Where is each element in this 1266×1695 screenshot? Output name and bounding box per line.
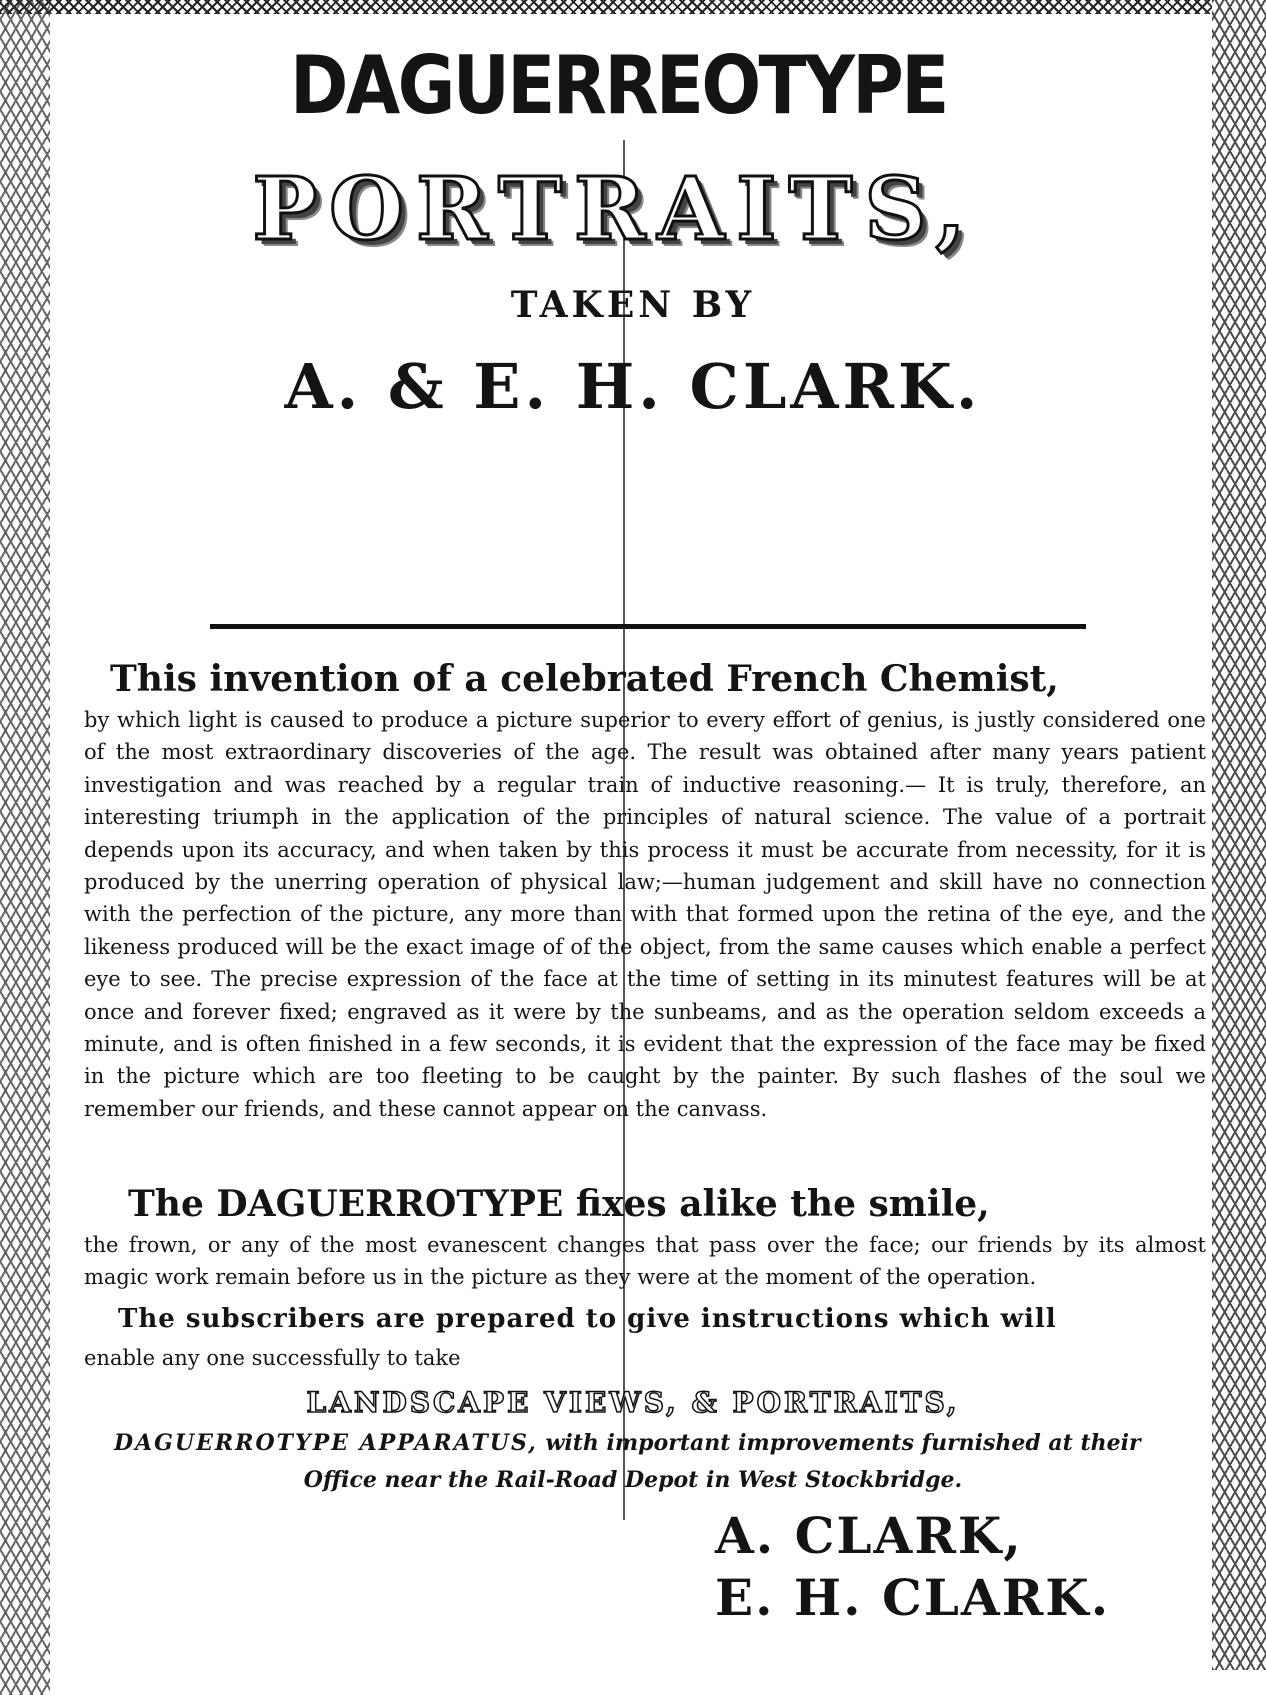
section-2-lead-suffix: fixes alike the smile, — [575, 1183, 990, 1225]
section-1-body: by which light is caused to produce a picture superior to every effort of genius, is justly considered one of the most extraordinary discoveries of the age. The result was obtained after many years patient investigation and was reached by a regular train of inductive reasoning.— It is truly, therefore, an interesting triumph in the application of the principles of natural science. The value of a portrait depends upon its accuracy, and when taken by this process it must be accurate from necessity, for it is produced by the unerring operation of physical law;—human judgement and skill have no connection with the perfection of the picture, any more than with that formed upon the retina of the eye, and the likeness produced will be the exact image of of the object, from the same causes which enable a perfect eye to see. The precise expression of the face at the time of setting in its minutest features will be at once and forever fixed; engraved as it were by the sunbeams, and as the operation seldom exceeds a minute, and is often finished in a few seconds, it is evident that the expression of the face may be fixed in the picture which are too fleeting to be caught by the painter. By such flashes of the soul we remember our friends, and these cannot appear on the canvass. — [84, 708, 1206, 1121]
title-portraits: PORTRAITS, — [252, 159, 978, 260]
section-2-body: the frown, or any of the most evanescent changes that pass over the face; our friends by its almost magic work remain before us in the picture as they were at the moment of the operation. — [84, 1233, 1206, 1289]
ornamental-border-left — [0, 0, 50, 1695]
section-3-line: enable any one successfully to take — [84, 1346, 461, 1370]
landscape-views-heading: LANDSCAPE VIEWS, & PORTRAITS, — [306, 1386, 960, 1419]
makers-name: A. & E. H. CLARK. — [284, 350, 982, 423]
title-daguerreotype: DAGUERREOTYPE — [290, 39, 947, 132]
section-1-lead: This invention of a celebrated French Chemist, — [110, 658, 1059, 700]
section-2-lead — [128, 1183, 1228, 1225]
section-2-lead-prefix: The — [128, 1183, 204, 1225]
apparatus-line — [114, 1430, 1214, 1456]
ornamental-border-top — [0, 0, 1212, 14]
section-3-lead: The subscribers are prepared to give instructions which will — [118, 1304, 1057, 1334]
apparatus-caps: DAGUERROTYPE APPARATUS, — [114, 1430, 538, 1456]
office-location: Office near the Rail-Road Depot in West Stockbridge. — [303, 1467, 963, 1493]
taken-by-label: TAKEN BY — [510, 284, 756, 326]
horizontal-rule — [210, 624, 1086, 629]
signature-a-clark: A. CLARK, — [715, 1506, 1023, 1565]
signature-e-h-clark: E. H. CLARK. — [715, 1568, 1111, 1627]
ornamental-border-right — [1212, 0, 1266, 1670]
section-2-lead-emphasis: DAGUERROTYPE — [216, 1183, 564, 1225]
apparatus-rest: with important improvements furnished at their — [545, 1430, 1141, 1456]
